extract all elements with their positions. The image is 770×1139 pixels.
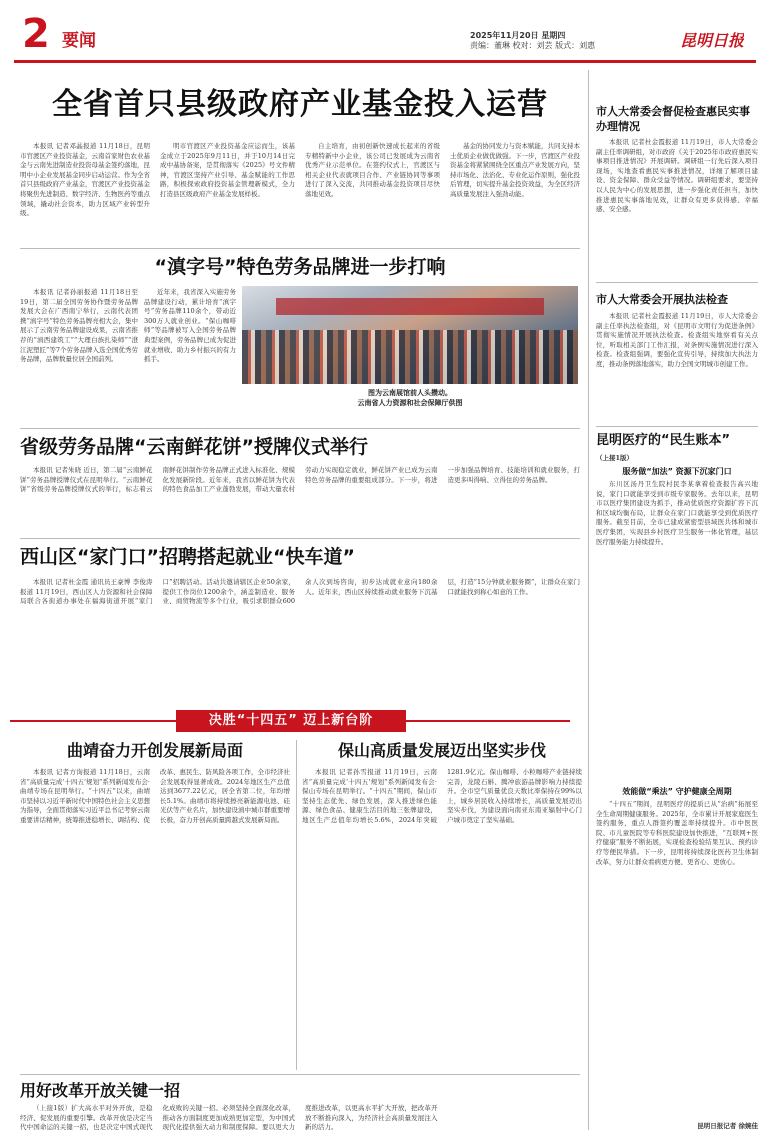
article-right2-headline: 市人大常委会开展执法检查 [596, 293, 728, 306]
article2-body-b: 近年来，我省深入实施劳务品牌建设行动，累计培育“滇字号”劳务品牌110余个，带动近300万人就业创业。“保山咖啡师”等品牌被写入全国劳务品牌典型案例，劳务品牌已成为促进就业增收、助力乡村振兴的有力抓手。 [144, 288, 236, 364]
article8-byline: 昆明日报记者 徐婉佳 [697, 1122, 758, 1130]
article-right2-body: 本报讯 记者杜金霞报道 11月19日，市人大常委会副主任率执法检查组，对《昆明市文明行为促进条例》贯彻实施情况开展执法检查。检查组实地察看有关点位，听取相关部门工作汇报，对条例实施情况进行深入检查。检查组强调，要强化宣传引导，持续加大执法力度，推动条例落地落实，助力全国文明城市创建工作。 [596, 312, 758, 368]
article6-headline: 保山高质量发展迈出坚实步伐 [337, 741, 546, 760]
article1-col4: 基金的协同发力与资本赋能，共同支持本土优质企业做优做强。下一步，官渡区产业投资基金将紧紧围绕全区重点产业发展方向，坚持市场化、法治化、专业化运作原则，强化投后管理，切实提升基金投资效益，为全区经济高质量发展注入强劲动能。 [450, 142, 580, 198]
article5-headline: 曲靖奋力开创发展新局面 [66, 741, 243, 760]
header-date [470, 31, 680, 51]
article3-headline: 省级劳务品牌“云南鲜花饼”授牌仪式举行 [20, 436, 368, 458]
edition-line: 责编：董琳 校对：刘芸 版式：刘惠 [470, 41, 596, 50]
article8-subhead-2: 效能做“乘法” 守护健康全周期 [622, 787, 732, 796]
article1-col1: 本报讯 记者邓晶报道 11月18日，昆明市官渡区产业投资基金，云南首家财色农业基金与云南先进制造业投资母基金签约落地，昆明中小企业发展基金同步启动运营。作为全省首只县级政府产业基金，官渡区产业投资基金将聚焦先进制造、数字经济、生物医药等重点领域，撬动社会资本，助力区域产业转型升级。 [20, 142, 150, 218]
article4-headline: 西山区“家门口”招聘搭起就业“快车道” [20, 546, 355, 568]
article5-body: 本报讯 记者方询报道 11月18日，云南省“高质量完成‘十四五’规划”系列新闻发布会·曲靖专场在昆明举行。“十四五”以来，曲靖市坚持以习近平新时代中国特色社会主义思想为指导，全面贯彻落实习近平总书记考察云南重要讲话精神，统筹推进稳增长、调结构、促改革、惠民生、防风险各项工作，全市经济社会发展取得显著成效。2024年地区生产总值达到3677.22亿元，居全省第二位，年均增长5.1%。曲靖市将持续擦亮新能源电池、硅光伏等产业名片，加快建设滇中城市群重要增长极，奋力开创高质量跨越式发展新局面。 [20, 768, 290, 824]
divider [20, 428, 580, 429]
article-right1-body: 本报讯 记者杜金霞报道 11月19日，市人大常委会副主任率调研组，对市政府《关于2025年市政府惠民实事项目推进情况》开展调研。调研组一行先后深入项目现场，实地查看惠民实事推进情况，详细了解项目建设、资金保障、群众受益等情况。调研组要求，要坚持以人民为中心的发展思想，进一步强化责任担当，加快推进惠民实事落地见效，让群众有更多获得感、幸福感、安全感。 [596, 138, 758, 214]
article8-subhead-1: 服务做“加法” 资源下沉家门口 [622, 467, 732, 476]
article8-subtitle: （上接1版） [596, 454, 634, 462]
article4-body: 本报讯 记者杜金霞 通讯员王豪博 李俊涛报道 11月19日，西山区人力资源和社会保障局联合各街道办事处在福海街道开展“家门口”招聘活动。活动共邀请辖区企业50余家，提供工作岗位1200余个，涵盖制造业、服务业、商贸物流等多个行业，吸引求职群众600余人次到场咨询，初步达成就业意向180余人。近年来，西山区持续推动就业服务下沉基层，打造“15分钟就业服务圈”，让群众在家门口就能找到称心如意的工作。 [20, 578, 580, 606]
divider [296, 740, 297, 1070]
article8-body-2: “十四五”期间，昆明医疗的提质已从“治病”拓展至全生命周期健康服务。2025年，全市累计开展家庭医生签约服务，重点人群签约覆盖率持续提升。市中医医院、市儿童医院等专科医院建设加快推进，“互联网+医疗健康”服务不断拓展，实现检查检验结果互认、预约诊疗等便民举措。下一步，昆明将持续深化医药卫生体制改革，努力让群众看病更方便、更省心、更放心。 [596, 800, 758, 866]
divider [20, 1074, 580, 1075]
section-title: 要闻 [62, 31, 96, 51]
article7-body: （上接1版）扩大高水平对外开放，是稳经济、促发展的重要引擎。改革开放是决定当代中国命运的关键一招，也是决定中国式现代化成败的关键一招。必须坚持全面深化改革，推动各方面制度更加成熟更加定型，为中国式现代化提供强大动力和制度保障。要以更大力度推进改革，以更高水平扩大开放，把改革开放不断推向深入，为经济社会高质量发展注入新的活力。 [20, 1104, 438, 1132]
divider [20, 538, 580, 539]
article8-headline: 昆明医疗的“民生账本” [596, 433, 731, 448]
header-rule [14, 60, 756, 63]
article7-headline: 用好改革开放关键一招 [20, 1081, 181, 1100]
special-banner: 决胜“十四五” 迈上新台阶 [176, 710, 406, 732]
divider [596, 282, 758, 283]
article1-headline: 全省首只县级政府产业基金投入运营 [52, 87, 548, 122]
article3-body: 本报讯 记者朱晓 近日，第二届“云南鲜花饼”劳务品牌授牌仪式在昆明举行。“云南鲜花饼”省级劳务品牌授牌仪式的举行，标志着云南鲜花饼制作劳务品牌正式进入标准化、规模化发展新阶段。近年来，我省以鲜花饼为代表的特色食品加工产业蓬勃发展，带动大量农村劳动力实现稳定就业，鲜花饼产业已成为云南特色劳务品牌的重要组成部分。下一步，将进一步加强品牌培育、技能培训和就业服务，打造更多叫得响、立得住的劳务品牌。 [20, 466, 580, 494]
article1-col3: 自主培育，由初创新快速成长起来的省级专精特新中小企业，该公司已发展成为云南省优秀产业示范单位。在签约仪式上，官渡区与相关企业代表就项目合作、产业链协同等事项进行了深入交流，共同推动基金投资项目尽快落地见效。 [305, 142, 440, 198]
page-number: 2 [22, 14, 50, 54]
article2-photo [242, 286, 578, 384]
divider [20, 248, 580, 249]
newspaper-logo: 昆明日报 [680, 31, 745, 50]
date-line: 2025年11月20日 星期四 [470, 31, 566, 40]
article1-col2: 明市官渡区产业投资基金应运而生，该基金成立于2025年9月11日，并于10月14日完成中基协备案，是贯彻落实《2025》号文件精神，官渡区坚持产业引导、基金赋能的工作思路，积极探索政府投资基金管理新模式，全力打造县区级政府产业基金发展样板。 [160, 142, 295, 198]
article6-body: 本报讯 记者孙雪报道 11月19日，云南省“高质量完成‘十四五’规划”系列新闻发布会·保山专场在昆明举行。“十四五”期间，保山市坚持生态优先、绿色发展，深入推进绿色能源、绿色食品、健康生活目的地三张牌建设，地区生产总值年均增长5.6%，2024年突破1281.9亿元。保山咖啡、小粒咖啡产业链持续完善，龙陵石斛、腾冲旅游品牌影响力持续提升。全市空气质量优良天数比率保持在99%以上，城乡居民收入持续增长，高质量发展迈出坚实步伐，为建设面向南亚东南亚辐射中心门户城市奠定了坚实基础。 [302, 768, 582, 824]
photo-banner [276, 298, 545, 316]
right-column-divider [588, 70, 589, 1130]
article2-body-a: 本报讯 记者孙丽报道 11月18日至19日，第二届全国劳务协作暨劳务品牌发展大会在广西南宁举行，云南代表团携“滇字号”特色劳务品牌亮相大会，集中展示了云南劳务品牌建设成果，云南省推荐的“滇西建筑工”“大理白族扎染师”“澄江泥塑匠”等7个劳务品牌入选全国优秀劳务品牌，品牌数量位居全国前列。 [20, 288, 138, 364]
article2-headline: “滇字号”特色劳务品牌进一步打响 [154, 256, 446, 278]
divider [596, 426, 758, 427]
article-right1-headline: 市人大常委会督促检查惠民实事办理情况 [596, 105, 750, 133]
article2-caption: 图为云南展馆前人头攒动。 云南省人力资源和社会保障厅供图 [357, 389, 463, 407]
photo-crowd [242, 330, 578, 384]
article8-body-1: 东川区汤丹卫生院村民李某拿着检查报告高兴地说，家门口就能享受到市级专家服务。去年以来，昆明市以医疗集团建设为抓手，推动优质医疗资源扩容下沉和区域均衡布局，让群众在家门口就能享受到优质医疗服务。截至目前，全市已建成紧密型县域医共体和城市医疗集团，实现县乡村医疗卫生服务一体化管理，基层医疗服务能力持续提升。 [596, 480, 758, 546]
